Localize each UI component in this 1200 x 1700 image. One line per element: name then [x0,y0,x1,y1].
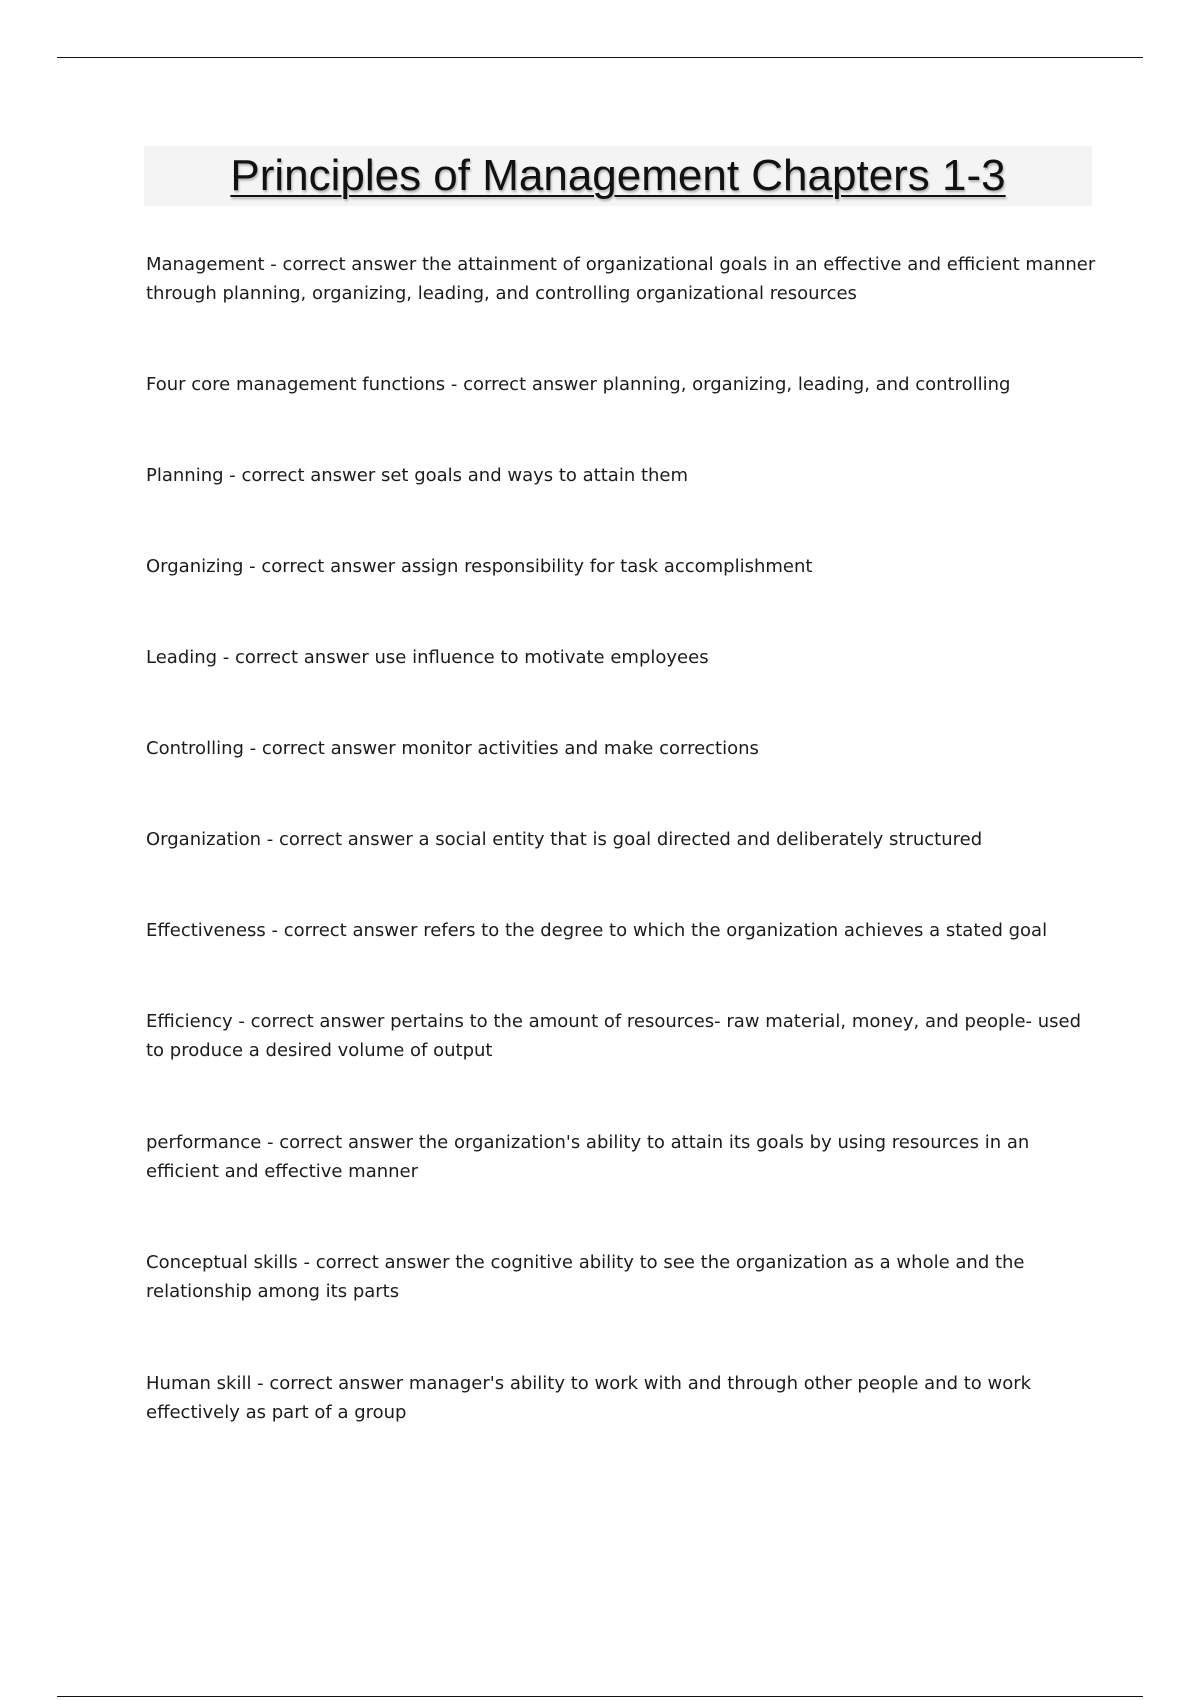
page-title: Principles of Management Chapters 1-3 [230,151,1006,200]
entry-conceptual-skills: Conceptual skills - correct answer the cognitive ability to see the organization as a whole and the relationship among its parts [146,1252,1025,1302]
entry-human-skill: Human skill - correct answer manager's ability to work with and through other people and to work effectively as part of a group [146,1373,1032,1423]
top-rule [57,57,1143,58]
entry-planning: Planning - correct answer set goals and ways to attain them [146,465,689,486]
entry-performance: performance - correct answer the organization's ability to attain its goals by using resources in an efficient and effective manner [146,1132,1030,1182]
entry-efficiency: Efficiency - correct answer pertains to the amount of resources- raw material, money, and people- used to produce a desired volume of output [146,1011,1082,1061]
entry-leading: Leading - correct answer use influence to motivate employees [146,647,709,668]
entry-management: Management - correct answer the attainment of organizational goals in an effective and efficient manner through planning, organizing, leading, and controlling organizational resources [146,254,1096,304]
title-banner [144,146,1092,206]
entry-organization: Organization - correct answer a social entity that is goal directed and deliberately structured [146,829,983,850]
entry-controlling: Controlling - correct answer monitor activities and make corrections [146,738,759,759]
entry-effectiveness: Effectiveness - correct answer refers to the degree to which the organization achieves a stated goal [146,920,1048,941]
entry-organizing: Organizing - correct answer assign responsibility for task accomplishment [146,556,813,577]
entry-four-core-functions: Four core management functions - correct answer planning, organizing, leading, and controlling [146,374,1011,395]
bottom-rule [57,1696,1143,1697]
